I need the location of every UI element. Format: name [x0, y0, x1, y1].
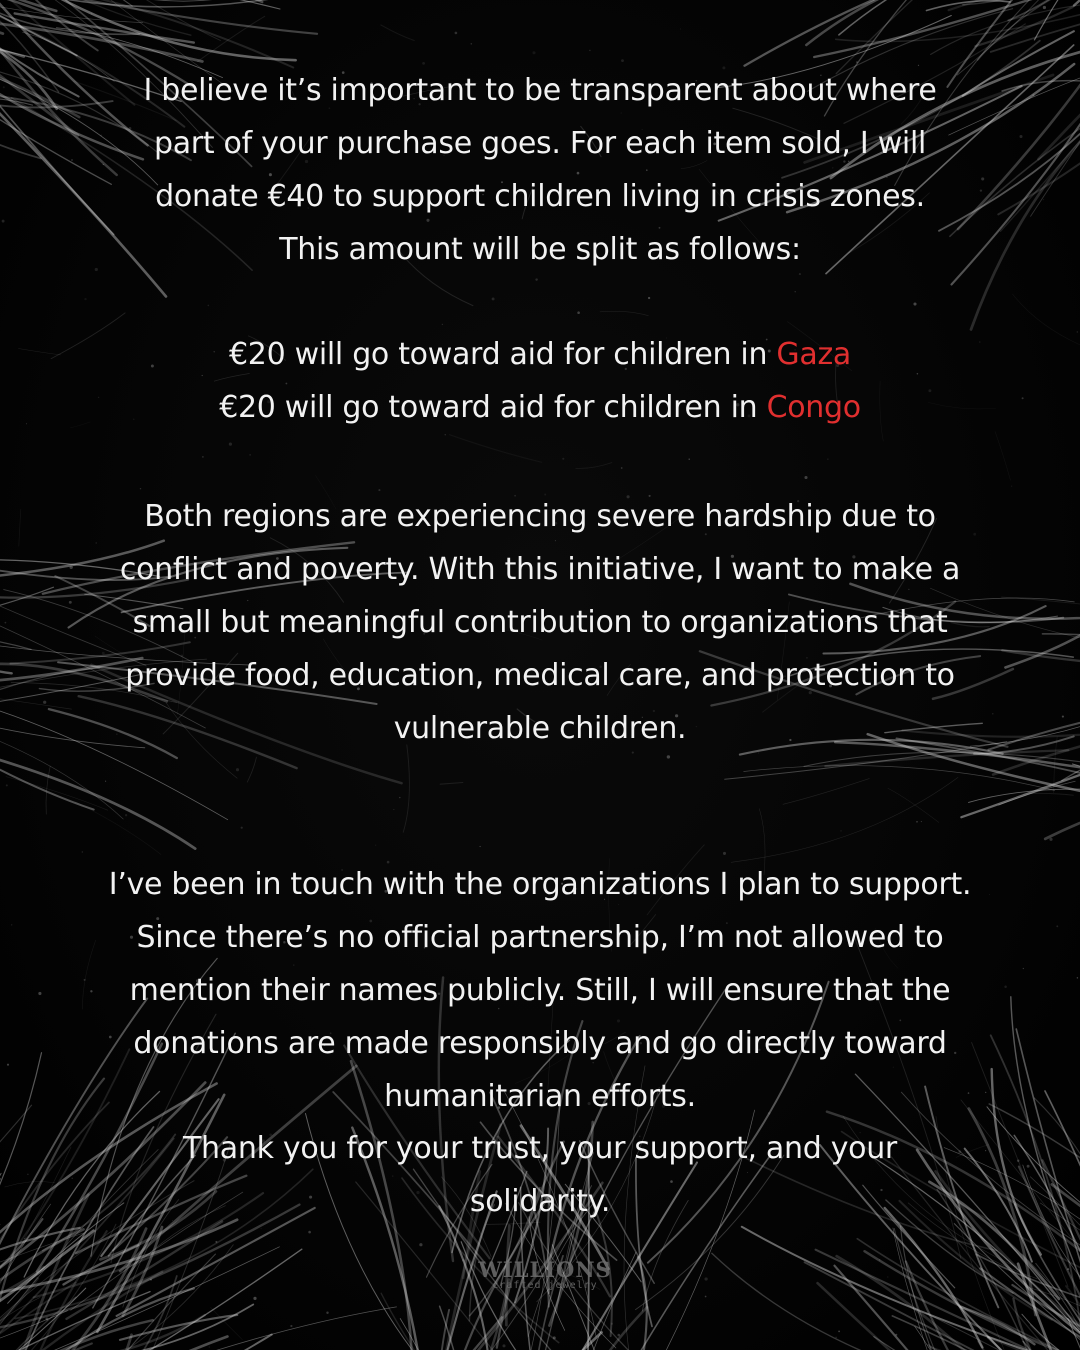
texture-speck	[229, 443, 232, 446]
organizations-line: donations are made responsibly and go directly toward	[133, 1026, 947, 1061]
texture-speck	[5, 622, 7, 624]
texture-speck	[1023, 968, 1024, 969]
texture-speck	[479, 846, 480, 847]
texture-speck	[471, 43, 473, 45]
organizations-line: mention their names publicly. Still, I will ensure that the	[129, 973, 951, 1008]
texture-stroke	[75, 802, 161, 855]
texture-speck	[804, 476, 807, 479]
texture-speck	[38, 992, 41, 995]
texture-speck	[27, 1174, 28, 1175]
texture-speck	[11, 924, 12, 925]
texture-stroke	[1024, 793, 1074, 795]
texture-speck	[879, 1259, 880, 1260]
texture-speck	[43, 701, 46, 704]
texture-speck	[249, 454, 250, 455]
texture-speck	[562, 458, 564, 460]
regions-paragraph	[60, 490, 1020, 755]
texture-speck	[45, 1317, 48, 1320]
texture-speck	[617, 1334, 620, 1337]
texture-speck	[82, 851, 83, 852]
texture-speck	[680, 28, 681, 29]
texture-stroke	[576, 463, 612, 469]
texture-speck	[208, 305, 210, 307]
brand-logo	[470, 1258, 620, 1292]
regions-line: conflict and poverty. With this initiative, I want to make a	[119, 552, 961, 587]
texture-stroke	[18, 349, 60, 355]
texture-speck	[795, 291, 796, 292]
texture-stroke	[94, 1335, 132, 1350]
texture-stroke	[19, 509, 21, 546]
thanks-line: Thank you for your trust, your support, and your	[183, 1131, 897, 1166]
texture-speck	[308, 1231, 311, 1234]
organizations-line: Since there’s no official partnership, I’m not allowed to	[136, 920, 944, 955]
texture-speck	[209, 1346, 210, 1347]
texture-speck	[202, 456, 204, 458]
texture-speck	[913, 302, 916, 305]
texture-speck	[399, 797, 400, 798]
texture-speck	[1043, 6, 1046, 9]
texture-speck	[704, 1277, 707, 1280]
texture-speck	[921, 821, 922, 822]
texture-speck	[535, 278, 537, 280]
texture-speck	[689, 459, 690, 460]
split-line-congo	[219, 390, 861, 425]
texture-speck	[215, 1241, 217, 1243]
brand-tagline: crafted jewelry	[492, 1280, 598, 1291]
texture-speck	[621, 467, 623, 469]
texture-speck	[1043, 199, 1044, 200]
texture-speck	[838, 1331, 840, 1333]
texture-stroke	[79, 0, 213, 1]
texture-speck	[1077, 331, 1078, 332]
texture-stroke	[211, 1307, 243, 1339]
texture-speck	[6, 784, 8, 786]
texture-speck	[611, 1323, 613, 1325]
brand-name: WILLIONS	[478, 1257, 612, 1282]
texture-speck	[26, 423, 27, 424]
texture-speck	[241, 827, 243, 829]
texture-speck	[577, 311, 580, 314]
texture-speck	[125, 814, 127, 816]
texture-speck	[1032, 94, 1034, 96]
texture-speck	[150, 1279, 152, 1281]
texture-speck	[105, 781, 106, 782]
texture-speck	[895, 1334, 897, 1336]
organizations-paragraph	[60, 858, 1020, 1123]
thanks-line: solidarity.	[469, 1184, 611, 1219]
intro-paragraph	[60, 64, 1020, 276]
split-text: €20 will go toward aid for children in	[229, 337, 777, 372]
texture-stroke	[0, 648, 12, 673]
texture-speck	[1062, 716, 1064, 718]
texture-stroke	[888, 788, 939, 822]
texture-speck	[24, 1238, 25, 1239]
organizations-line: I’ve been in touch with the organizations I plan to support.	[108, 867, 972, 902]
texture-speck	[84, 298, 86, 300]
texture-speck	[553, 1336, 556, 1339]
texture-speck	[455, 32, 458, 35]
texture-stroke	[806, 0, 956, 45]
regions-line: Both regions are experiencing severe hardship due to	[144, 499, 936, 534]
texture-speck	[589, 50, 591, 52]
texture-speck	[1041, 1170, 1044, 1173]
split-text: €20 will go toward aid for children in	[219, 390, 767, 425]
texture-speck	[1011, 486, 1012, 487]
texture-speck	[835, 1337, 837, 1339]
region-congo: Congo	[766, 390, 861, 425]
texture-stroke	[1045, 794, 1080, 839]
texture-speck	[1067, 1268, 1069, 1270]
texture-stroke	[1013, 294, 1080, 349]
texture-stroke	[400, 1319, 444, 1350]
texture-speck	[856, 61, 858, 63]
texture-speck	[1049, 838, 1052, 841]
regions-line: vulnerable children.	[393, 711, 687, 746]
texture-speck	[290, 1325, 292, 1327]
texture-stroke	[120, 1315, 237, 1340]
texture-stroke	[247, 757, 256, 782]
regions-line: small but meaningful contribution to organizations that	[132, 605, 948, 640]
texture-stroke	[1042, 634, 1080, 649]
texture-speck	[253, 1297, 256, 1300]
texture-speck	[326, 1312, 328, 1314]
intro-line: I believe it’s important to be transparent about where	[143, 73, 937, 108]
texture-stroke	[600, 311, 648, 315]
texture-speck	[2, 220, 5, 223]
texture-speck	[705, 1296, 707, 1298]
texture-speck	[492, 297, 495, 300]
texture-speck	[532, 51, 535, 54]
texture-stroke	[783, 779, 869, 805]
texture-speck	[841, 830, 842, 831]
texture-speck	[89, 1235, 90, 1236]
regions-line: provide food, education, medical care, and protection to	[125, 658, 955, 693]
texture-stroke	[46, 766, 50, 814]
texture-speck	[641, 1263, 644, 1266]
texture-speck	[1056, 925, 1058, 927]
region-gaza: Gaza	[776, 337, 851, 372]
intro-line: part of your purchase goes. For each item sold, I will	[153, 126, 927, 161]
texture-speck	[887, 1276, 888, 1277]
texture-speck	[91, 13, 93, 15]
organizations-line: humanitarian efforts.	[384, 1079, 696, 1114]
texture-speck	[442, 324, 443, 325]
texture-speck	[1027, 1165, 1030, 1168]
texture-stroke	[403, 745, 409, 833]
texture-stroke	[835, 1266, 979, 1350]
texture-speck	[621, 59, 624, 62]
texture-speck	[1077, 977, 1078, 978]
texture-stroke	[0, 6, 3, 34]
intro-line: donate €40 to support children living in crisis zones.	[155, 179, 925, 214]
texture-speck	[393, 809, 394, 810]
texture-speck	[502, 1344, 505, 1347]
donation-split	[60, 328, 1020, 434]
texture-stroke	[440, 783, 463, 785]
texture-speck	[667, 755, 670, 758]
intro-line: This amount will be split as follows:	[279, 232, 801, 267]
split-line-gaza	[229, 337, 851, 372]
texture-stroke	[0, 1173, 1, 1280]
texture-speck	[648, 297, 650, 299]
texture-speck	[375, 845, 376, 846]
thanks-paragraph	[60, 1122, 1020, 1228]
texture-stroke	[450, 435, 542, 463]
texture-speck	[3, 86, 5, 88]
texture-speck	[1022, 397, 1024, 399]
texture-speck	[827, 459, 828, 460]
texture-speck	[462, 1259, 464, 1261]
texture-speck	[916, 821, 918, 823]
texture-speck	[419, 1243, 422, 1246]
texture-speck	[236, 768, 239, 771]
texture-speck	[445, 434, 446, 435]
texture-speck	[7, 1064, 9, 1066]
texture-stroke	[995, 432, 1010, 481]
texture-speck	[723, 852, 726, 855]
texture-speck	[261, 1228, 262, 1229]
texture-stroke	[381, 25, 414, 41]
